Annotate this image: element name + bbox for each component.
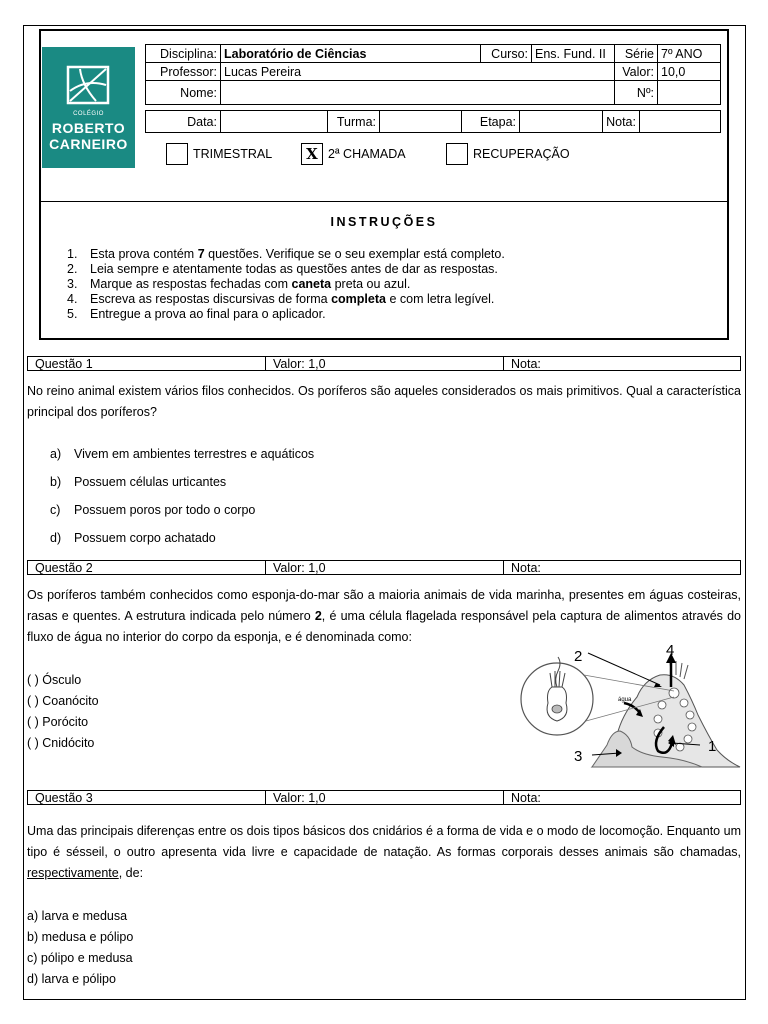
etapa-label: Etapa: <box>462 111 520 133</box>
question-2-option-cnidocito[interactable]: ( ) Cnidócito <box>27 736 95 750</box>
question-2-option-porocito[interactable]: ( ) Porócito <box>27 715 89 729</box>
figure-label-3: 3 <box>574 748 583 765</box>
serie-label: Série <box>615 45 658 63</box>
question-3-option-d[interactable]: d) larva e pólipo <box>27 972 116 986</box>
professor-value: Lucas Pereira <box>221 63 615 81</box>
serie-value: 7º ANO <box>658 45 721 63</box>
disciplina-value: Laboratório de Ciências <box>221 45 481 63</box>
school-logo <box>42 47 135 168</box>
checkbox-trimestral-label: TRIMESTRAL <box>193 147 273 161</box>
instruction-item: 2. Leia sempre e atentamente todas as questões antes de dar as respostas. <box>67 262 498 276</box>
numero-label: Nº: <box>615 81 658 105</box>
question-2-label: Questão 2 <box>28 561 266 575</box>
numero-field[interactable] <box>658 81 721 105</box>
question-2-valor: Valor: 1,0 <box>266 561 504 575</box>
question-3-option-c[interactable]: c) pólipo e medusa <box>27 951 133 965</box>
turma-field[interactable] <box>380 111 462 133</box>
question-3-text: Uma das principais diferenças entre os dois tipos básicos dos cnidários é a forma de vida e o modo de locomoção. Enquanto um tipo é sésseil, o outro apresenta vida livre e capacidade de natação. As formas corporais desses animais são chamadas, respectivamente, de: <box>27 824 741 880</box>
valor-label: Valor: <box>615 63 658 81</box>
checkbox-recuperacao-label: RECUPERAÇÃO <box>473 147 570 161</box>
figure-label-agua: água <box>618 697 632 703</box>
question-1-text: No reino animal existem vários filos conhecidos. Os poríferos são aqueles considerados os mais primitivos. Qual a característica principal dos poríferos? <box>27 384 741 419</box>
instructions-list <box>67 247 505 322</box>
question-2-option-coanocito[interactable]: ( ) Coanócito <box>27 694 99 708</box>
question-3-option-b[interactable]: b) medusa e pólipo <box>27 930 134 944</box>
nome-field[interactable] <box>221 81 615 105</box>
question-3-label: Questão 3 <box>28 791 266 805</box>
etapa-field[interactable] <box>520 111 603 133</box>
question-2-option-osculo[interactable]: ( ) Ósculo <box>27 673 82 687</box>
choanocyte-detail <box>547 687 567 721</box>
question-1-nota: Nota: <box>504 357 741 371</box>
figure-label-1: 1 <box>708 738 717 755</box>
header-info-table <box>145 44 721 105</box>
logo-emblem-icon <box>66 65 110 105</box>
checkbox-trimestral-box[interactable] <box>166 143 188 165</box>
instruction-item: 4. Escreva as respostas discursivas de forma completa e com letra legível. <box>67 292 495 306</box>
data-field[interactable] <box>221 111 328 133</box>
turma-label: Turma: <box>328 111 380 133</box>
professor-label: Professor: <box>146 63 221 81</box>
nota-field[interactable] <box>640 111 721 133</box>
logo-text-carneiro: CARNEIRO <box>49 136 128 152</box>
question-1-valor: Valor: 1,0 <box>266 357 504 371</box>
checkbox-recuperacao-box[interactable] <box>446 143 468 165</box>
instructions-title: INSTRUÇÕES <box>330 215 438 229</box>
nota-label: Nota: <box>603 111 640 133</box>
question-1-header <box>27 356 741 371</box>
question-2-nota: Nota: <box>504 561 741 575</box>
question-2-text: Os poríferos também conhecidos como esponja-do-mar são a maioria animais de vida marinha, presentes em águas costeiras, rasas e quentes. A estrutura indicada pelo número 2, é uma célula flagelada responsável pela captura de alimentos através do fluxo de água no interior do corpo da esponja, e é denominada como: <box>27 588 741 644</box>
question-1-option-c[interactable]: c) Possuem poros por todo o corpo <box>50 503 256 517</box>
question-1-option-b[interactable]: b) Possuem células urticantes <box>50 475 227 489</box>
instruction-item: 1. Esta prova contém 7 questões. Verifique se o seu exemplar está completo. <box>67 247 505 261</box>
disciplina-label: Disciplina: <box>146 45 221 63</box>
logo-text-roberto: ROBERTO <box>51 120 126 136</box>
question-2-header <box>27 560 741 575</box>
question-1-option-a[interactable]: a) Vivem em ambientes terrestres e aquáticos <box>50 447 315 461</box>
sponge-diagram <box>512 635 744 773</box>
question-1-label: Questão 1 <box>28 357 266 371</box>
checkbox-segunda-chamada-box[interactable]: X <box>301 143 323 165</box>
question-3-nota: Nota: <box>504 791 741 805</box>
header-divider <box>41 201 727 202</box>
instruction-item: 3. Marque as respostas fechadas com caneta preta ou azul. <box>67 277 411 291</box>
valor-value: 10,0 <box>658 63 721 81</box>
instruction-item: 5. Entregue a prova ao final para o aplicador. <box>67 307 326 321</box>
curso-label: Curso: <box>481 45 532 63</box>
logo-text-colegio: COLÉGIO <box>73 111 104 117</box>
header-date-table <box>145 110 721 133</box>
question-3-header <box>27 790 741 805</box>
question-1-option-d[interactable]: d) Possuem corpo achatado <box>50 531 216 545</box>
question-3-valor: Valor: 1,0 <box>266 791 504 805</box>
question-3-option-a[interactable]: a) larva e medusa <box>27 909 128 923</box>
data-label: Data: <box>146 111 221 133</box>
checkbox-segunda-chamada-label: 2ª CHAMADA <box>328 147 406 161</box>
curso-value: Ens. Fund. II <box>532 45 615 63</box>
figure-label-2: 2 <box>574 648 583 665</box>
nome-label: Nome: <box>146 81 221 105</box>
figure-label-4: 4 <box>666 642 675 659</box>
